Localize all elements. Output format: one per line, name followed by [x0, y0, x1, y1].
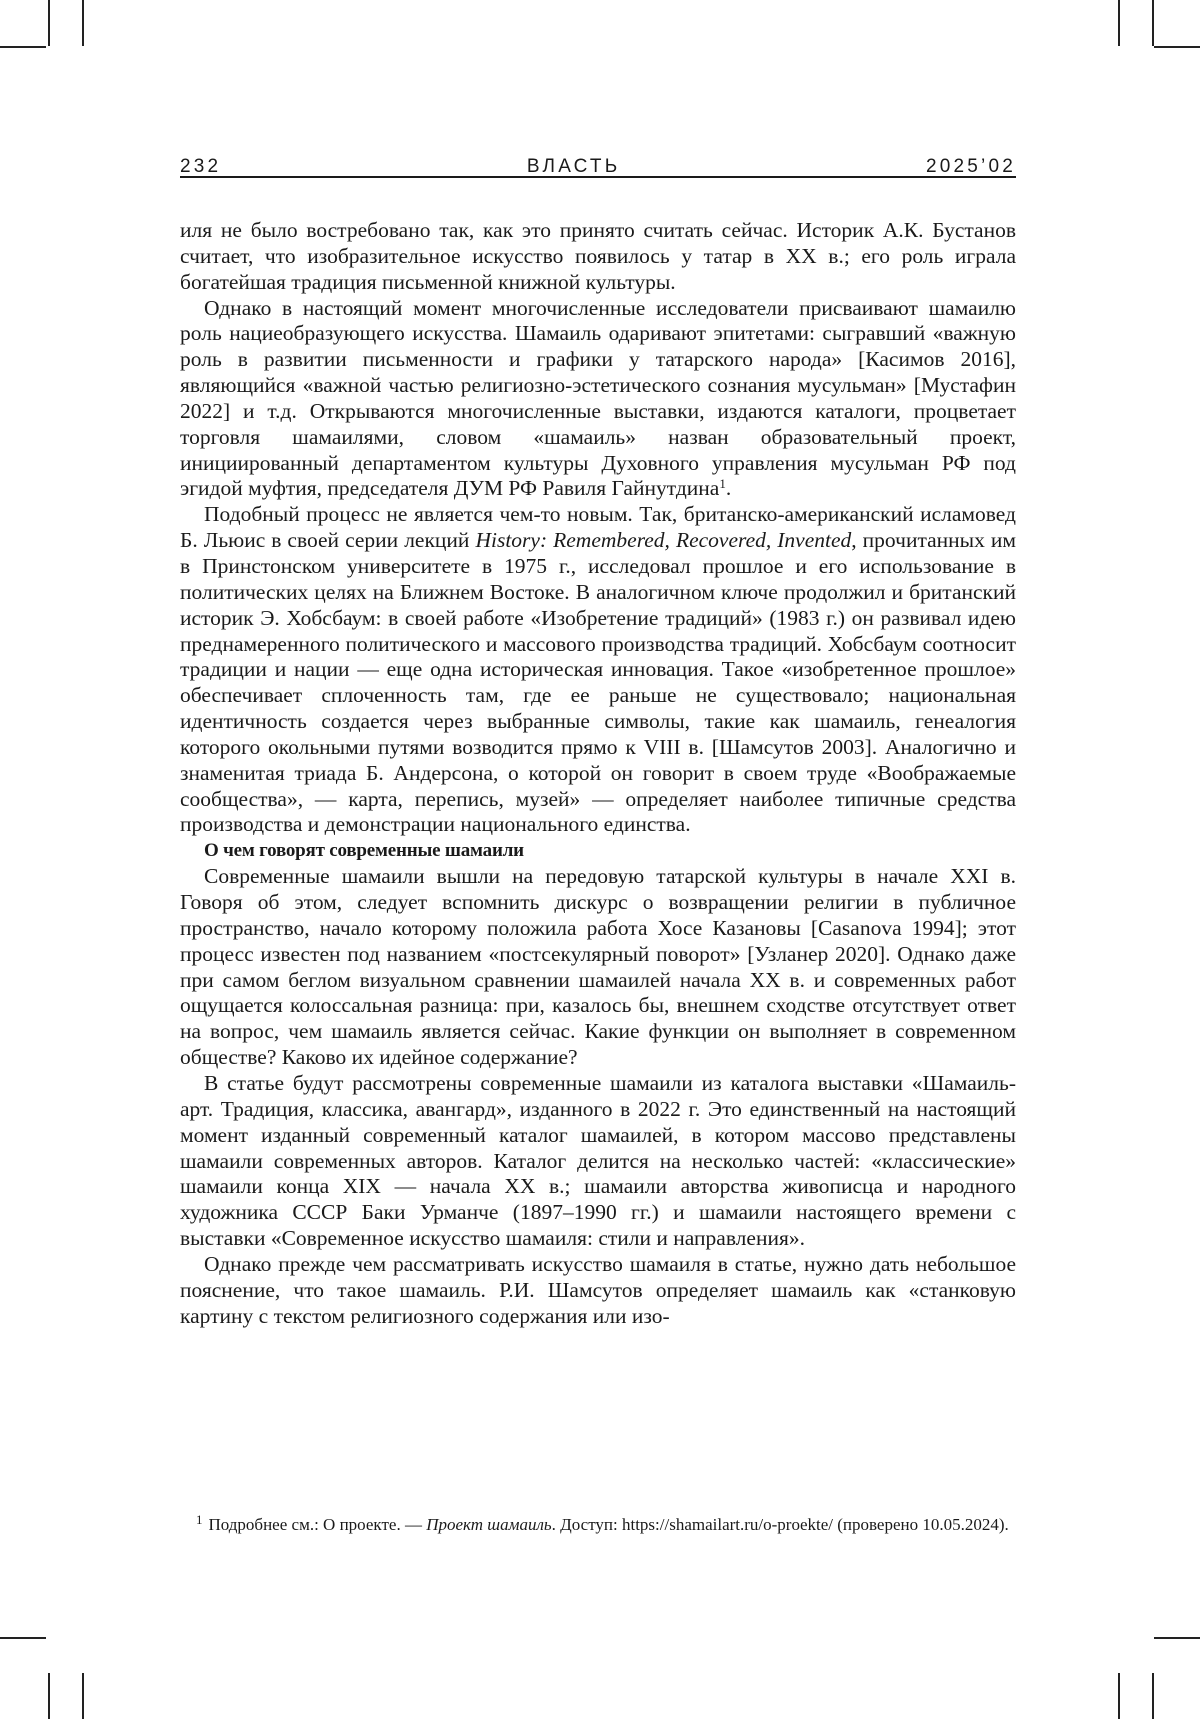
- paragraph: иля не было востребовано так, как это принято считать сейчас. Историк А.К. Бустанов считает, что изобразительное искусство появилось у татар в XX в.; его роль играла богатейшая традиция письменной книжной культуры.: [180, 218, 1016, 296]
- footnote: [180, 1508, 1016, 1536]
- crop-mark: [82, 1673, 84, 1719]
- footnote-reference[interactable]: 1: [719, 476, 726, 491]
- footnote-italic: Проект шамаиль: [426, 1515, 551, 1534]
- crop-mark: [0, 46, 46, 48]
- footnote-text[interactable]: . Доступ: https://shamailart.ru/o-proekte/ (проверено 10.05.2024).: [552, 1515, 1009, 1534]
- crop-mark: [1118, 1673, 1120, 1719]
- crop-mark: [1152, 1673, 1154, 1719]
- page-number: 232: [180, 156, 221, 178]
- article-body: [180, 218, 1016, 1329]
- section-heading: О чем говорят современные шамаили: [180, 838, 1016, 864]
- paragraph-text: , прочитанных им в Принстонском университете в 1975 г., исследовал прошлое и его использование в политических целях на Ближнем Востоке. В аналогичном ключе продолжил и британский историк Э. Хобсбаум: в своей работе «Изобретение традиций» (1983 г.) он развивал идею преднамеренного политического и массового производства традиций. Хобсбаум соотносит традиции и нации — еще одна историческая инновация. Такое «изобретенное прошлое» обеспечивает сплоченность там, где ее раньше не существовало; национальная идентичность создается через выбранные символы, такие как шамаиль, генеалогия которого окольными путями возводится прямо к VIII в. [Шамсутов 2003]. Аналогично и знаменитая триада Б. Андерсона, о которой он говорит в своем труде «Воображаемые сообщества», — карта, перепись, музей» — определяет наиболее типичные средства производства и демонстрации национального единства.: [180, 528, 1016, 836]
- issue-number: 2025’02: [926, 156, 1016, 178]
- crop-mark: [48, 1673, 50, 1719]
- header-rule: [180, 176, 1016, 178]
- footnote-number: 1: [196, 1512, 203, 1527]
- crop-mark: [0, 1637, 46, 1639]
- paragraph: [180, 502, 1016, 838]
- paragraph-text: Однако в настоящий момент многочисленные исследователи присваивают шамаилю роль нациеобразующего искусства. Шамаиль одаривают эпитетами: сыгравший «важную роль в развитии письменности и графики у татарского народа» [Касимов 2016], являющийся «важной частью религиозно-эстетического сознания мусульман» [Мустафин 2022] и т.д. Открываются многочисленные выставки, издаются каталоги, процветает торговля шамаилями, словом «шамаиль» назван образовательный проект, инициированный департаментом культуры Духовного управления мусульман РФ под эгидой муфтия, председателя ДУМ РФ Равиля Гайнутдина: [180, 296, 1016, 501]
- italic-title: History: Remembered, Recovered, Invented: [475, 528, 851, 552]
- crop-mark: [1152, 0, 1154, 46]
- crop-mark: [82, 0, 84, 46]
- paragraph: Однако прежде чем рассматривать искусство шамаиля в статье, нужно дать небольшое пояснение, что такое шамаиль. Р.И. Шамсутов определяет шамаиль как «станковую картину с текстом религиозного содержания или изо-: [180, 1252, 1016, 1330]
- paragraph: Современные шамаили вышли на передовую татарской культуры в начале XXI в. Говоря об этом, следует вспомнить дискурс о возвращении религии в публичное пространство, начало которому положила работа Хосе Казановы [Casanova 1994]; этот процесс известен под названием «постсекулярный поворот» [Узланер 2020]. Однако даже при самом беглом визуальном сравнении шамаилей начала XX в. и современных работ ощущается колоссальная разница: при, казалось бы, внешнем сходстве отсутствует ответ на вопрос, чем шамаиль является сейчас. Какие функции он выполняет в современном обществе? Каково их идейное содержание?: [180, 864, 1016, 1071]
- crop-mark: [1154, 1637, 1200, 1639]
- paragraph-text-end: .: [726, 476, 731, 500]
- paragraph: [180, 296, 1016, 503]
- crop-mark: [1154, 46, 1200, 48]
- crop-mark: [1118, 0, 1120, 46]
- running-header: [180, 150, 1016, 178]
- crop-mark: [48, 0, 50, 46]
- journal-title: ВЛАСТЬ: [527, 156, 621, 178]
- paragraph: В статье будут рассмотрены современные шамаили из каталога выставки «Шамаиль-арт. Традиция, классика, авангард», изданного в 2022 г. Это единственный на настоящий момент изданный современный каталог шамаилей, в котором массово представлены шамаили современных авторов. Каталог делится на несколько частей: «классические» шамаили конца XIX — начала XX в.; шамаили авторства живописца и народного художника СССР Баки Урманче (1897–1990 гг.) и шамаили настоящего времени с выставки «Современное искусство шамаиля: стили и направления».: [180, 1071, 1016, 1252]
- footnote-text: Подробнее см.: О проекте. —: [209, 1515, 427, 1534]
- paragraph-text: Подобный процесс не является чем-то новым. Так, британско-американский исламовед Б. Льюис в своей серии лекций: [180, 502, 1016, 552]
